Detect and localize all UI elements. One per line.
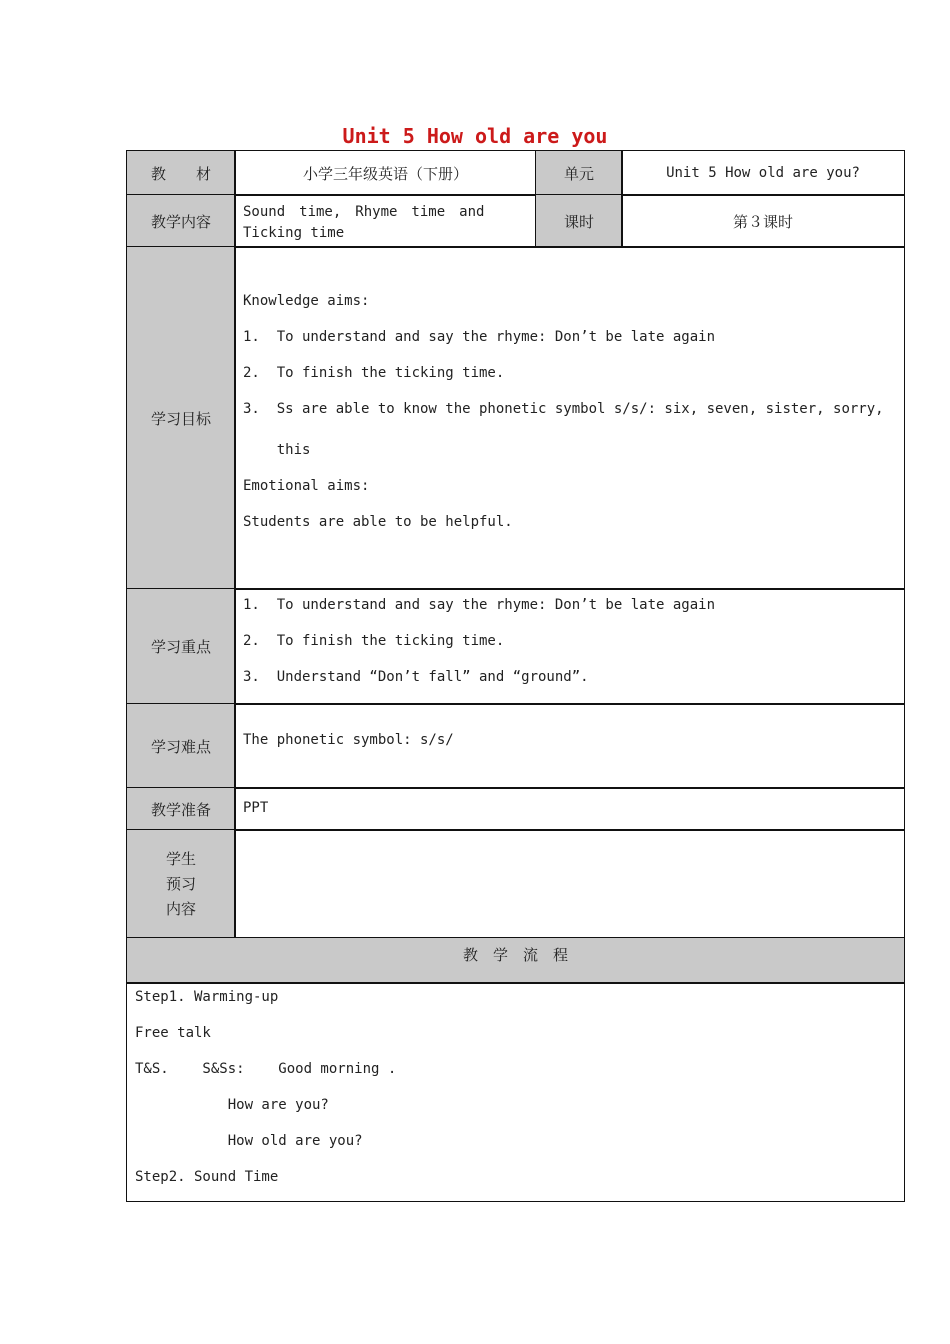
objective-line: Students are able to be helpful. [243, 514, 513, 530]
unit-value: Unit 5 How old are you? [621, 150, 905, 196]
process-line: How are you? [135, 1097, 329, 1113]
objectives-value [234, 246, 905, 590]
objective-line: 1. To understand and say the rhyme: Don’t be late again [243, 329, 716, 345]
label-content: 教学内容 [126, 194, 236, 248]
label-key-points: 学习重点 [126, 588, 236, 705]
process-line: Step1. Warming-up [135, 989, 279, 1005]
process-body [126, 982, 905, 1202]
label-preview-line: 预习 [165, 874, 196, 893]
objective-line: Knowledge aims: [243, 293, 370, 309]
objective-line: Emotional aims: [243, 478, 370, 494]
process-line: Free talk [135, 1025, 211, 1041]
process-line: How old are you? [135, 1133, 363, 1149]
key-point-line: 3. Understand “Don’t fall” and “ground”. [243, 669, 589, 685]
process-line: T&S. S&Ss: Good morning . [135, 1061, 397, 1077]
period-value: 第３课时 [621, 194, 905, 248]
key-points-value [234, 588, 905, 705]
document-title: Unit 5 How old are you [342, 124, 608, 148]
content-line-1: Sound time, Rhyme time and [243, 204, 485, 220]
label-preview-line: 内容 [165, 899, 196, 918]
textbook-value: 小学三年级英语（下册） [234, 150, 537, 196]
preparation-text: PPT [243, 800, 269, 816]
key-point-line: 2. To finish the ticking time. [243, 633, 505, 649]
objective-line: 3. Ss are able to know the phonetic symbol s/s/: six, seven, sister, sorry, [243, 401, 884, 417]
difficulties-value [234, 703, 905, 789]
key-point-line: 1. To understand and say the rhyme: Don’t be late again [243, 597, 716, 613]
preparation-value [234, 787, 905, 831]
label-unit: 单元 [535, 150, 623, 196]
label-textbook: 教 材 [126, 150, 236, 196]
label-objectives: 学习目标 [126, 246, 236, 590]
process-line: Step2. Sound Time [135, 1169, 279, 1185]
process-header: 教 学 流 程 [126, 937, 905, 984]
label-preview [126, 829, 236, 939]
difficulties-text: The phonetic symbol: s/s/ [243, 732, 454, 748]
label-preparation: 教学准备 [126, 787, 236, 831]
content-value [234, 194, 537, 248]
content-line-2: Ticking time [243, 225, 345, 241]
label-preview-line: 学生 [165, 849, 196, 868]
preview-value [234, 829, 905, 939]
label-difficulties: 学习难点 [126, 703, 236, 789]
objective-line: 2. To finish the ticking time. [243, 365, 505, 381]
label-period: 课时 [535, 194, 623, 248]
objective-line: this [243, 442, 311, 458]
